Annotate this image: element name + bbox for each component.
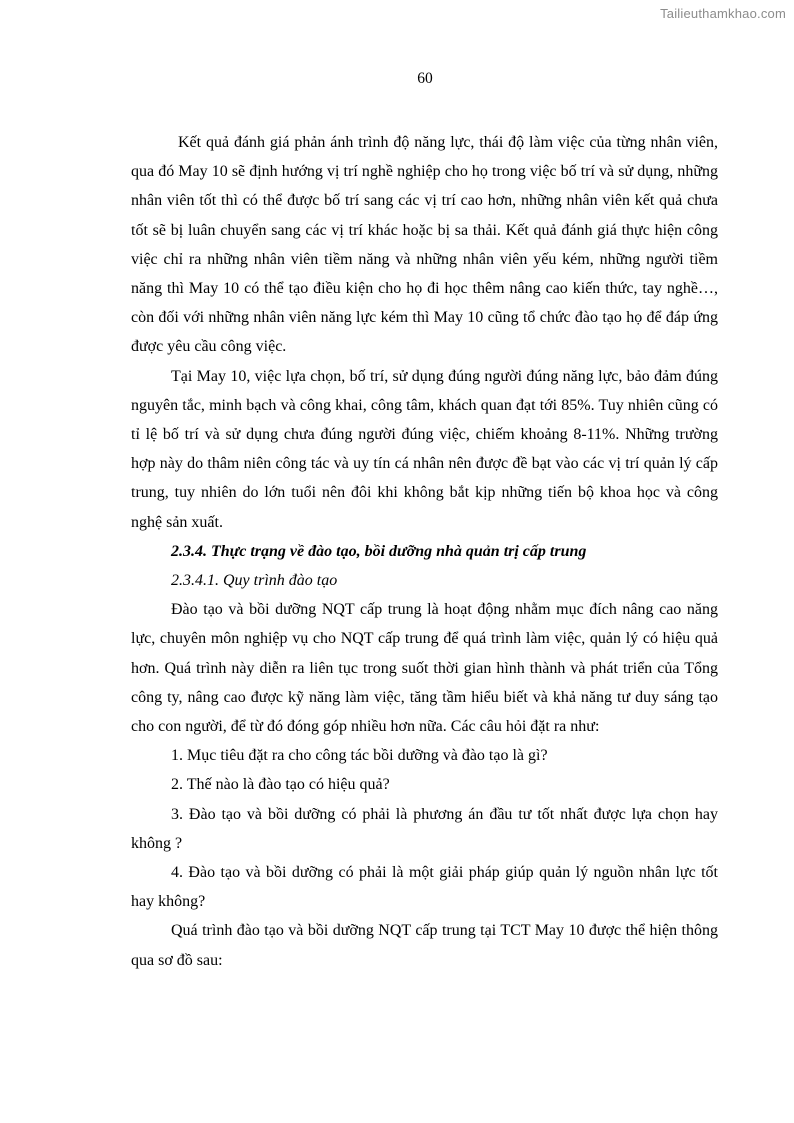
document-body: [131, 128, 718, 975]
question-3: 3. Đào tạo và bồi dưỡng có phải là phương án đầu tư tốt nhất được lựa chọn hay không ?: [131, 805, 718, 852]
paragraph-training-intro: Đào tạo và bồi dưỡng NQT cấp trung là hoạt động nhằm mục đích nâng cao năng lực, chuyên môn nghiệp vụ cho NQT cấp trung để quá trình làm việc, quản lý có hiệu quả hơn. Quá trình này diễn ra liên tục trong suốt thời gian hình thành và phát triển của Tổng công ty, nâng cao được kỹ năng làm việc, tăng tầm hiểu biết và khả năng tư duy sáng tạo cho con người, để từ đó đóng góp nhiều hơn nữa. Các câu hỏi đặt ra như:: [131, 601, 718, 736]
question-4: 4. Đào tạo và bồi dưỡng có phải là một giải pháp giúp quản lý nguồn nhân lực tốt hay không?: [131, 864, 718, 911]
section-heading: 2.3.4. Thực trạng về đào tạo, bồi dưỡng nhà quản trị cấp trung: [171, 542, 587, 560]
paragraph-evaluation-results: Kết quả đánh giá phản ánh trình độ năng lực, thái độ làm việc của từng nhân viên, qua đó May 10 sẽ định hướng vị trí nghề nghiệp cho họ trong việc bố trí và sử dụng, những nhân viên tốt thì có thể được bố trí sang các vị trí cao hơn, những nhân viên kết quả chưa tốt sẽ bị luân chuyển sang các vị trí khác hoặc bị sa thải. Kết quả đánh giá thực hiện công việc chỉ ra những nhân viên tiềm năng và những nhân viên yếu kém, những người tiềm năng thì May 10 có thể tạo điều kiện cho họ đi học thêm nâng cao kiến thức, tay nghề…, còn đối với những nhân viên năng lực kém thì May 10 cũng tổ chức đào tạo họ để đáp ứng được yêu cầu công việc.: [131, 134, 718, 356]
page-number: 60: [417, 70, 433, 87]
paragraph-placement: Tại May 10, việc lựa chọn, bố trí, sử dụng đúng người đúng năng lực, bảo đảm đúng nguyên tắc, minh bạch và công khai, công tâm, khách quan đạt tới 85%. Tuy nhiên cũng có tỉ lệ bố trí và sử dụng chưa đúng người đúng việc, chiếm khoảng 8-11%. Những trường hợp này do thâm niên công tác và uy tín cá nhân nên được đề bạt vào các vị trí quản lý cấp trung, tuy nhiên do lớn tuổi nên đôi khi không bắt kịp những tiến bộ khoa học và công nghệ sản xuất.: [131, 367, 718, 531]
watermark: Tailieuthamkhao.com: [660, 6, 786, 21]
paragraph-diagram-intro: Quá trình đào tạo và bồi dưỡng NQT cấp trung tại TCT May 10 được thể hiện thông qua sơ đồ sau:: [131, 922, 718, 969]
subsection-heading: 2.3.4.1. Quy trình đào tạo: [171, 572, 338, 590]
question-1: 1. Mục tiêu đặt ra cho công tác bồi dưỡng và đào tạo là gì?: [171, 747, 548, 765]
question-2: 2. Thế nào là đào tạo có hiệu quả?: [171, 776, 390, 794]
